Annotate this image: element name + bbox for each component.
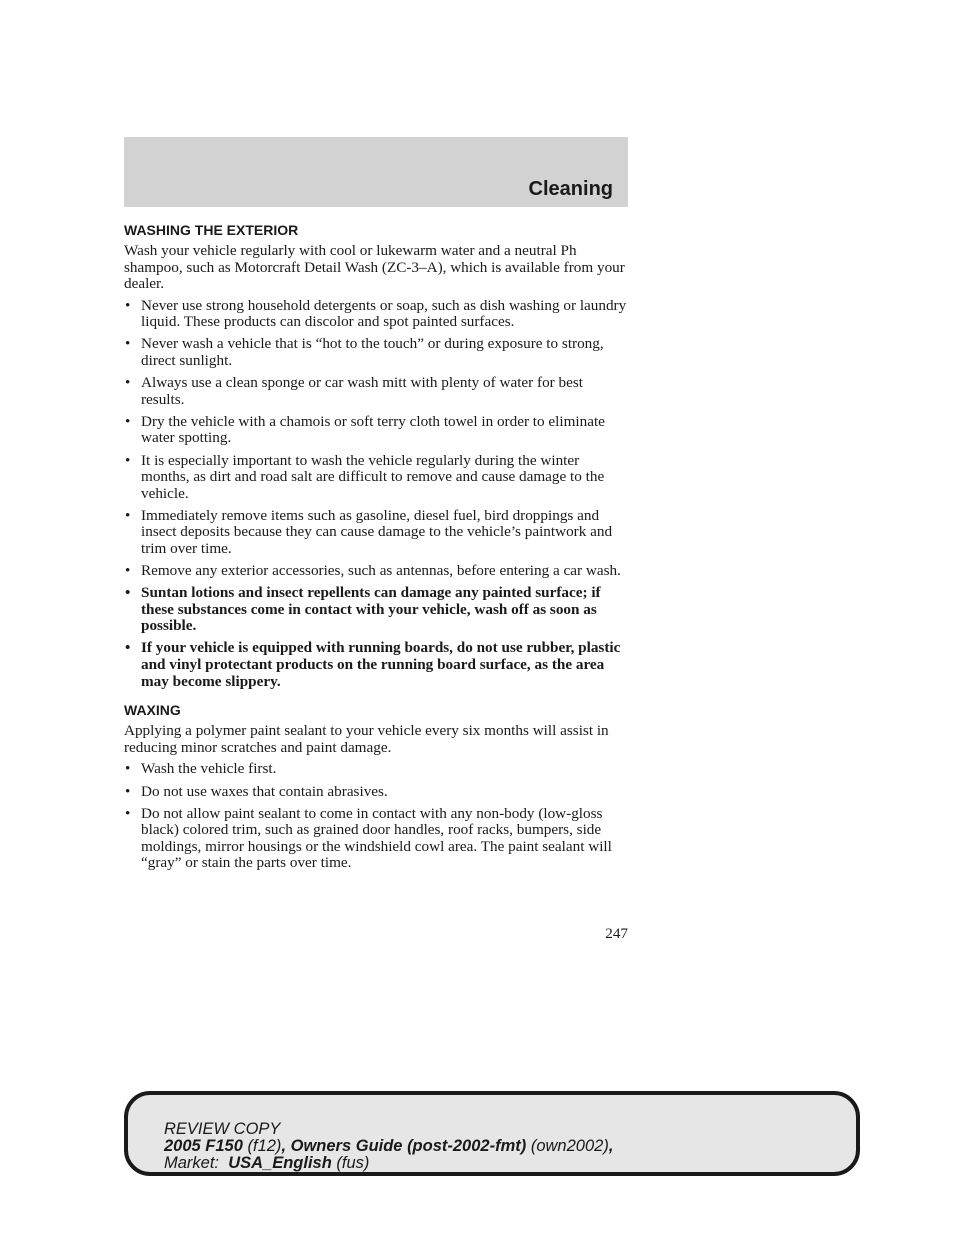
warning-list-item xyxy=(124,640,628,690)
list-item-text: Never use strong household detergents or soap, such as dish washing or laundry liquid. These products can discolor and spot painted surfaces. xyxy=(141,296,627,331)
footer-market-label: Market: xyxy=(164,1154,220,1172)
list-item xyxy=(124,375,628,408)
list-item xyxy=(124,563,628,580)
washing-bullet-list xyxy=(124,298,628,690)
footer-text xyxy=(164,1121,613,1172)
footer-model: 2005 F150 xyxy=(164,1137,243,1155)
list-item xyxy=(124,508,628,558)
footer-guide-code: (own2002) xyxy=(530,1137,609,1155)
list-item-text: Suntan lotions and insect repellents can damage any painted surface; if these substances come in contact with your vehicle, wash off as soon as possible. xyxy=(141,584,601,635)
list-item xyxy=(124,784,628,801)
list-item xyxy=(124,761,628,778)
waxing-heading: WAXING xyxy=(124,702,181,719)
waxing-bullet-list xyxy=(124,761,628,872)
list-item xyxy=(124,414,628,447)
bullet-icon: • xyxy=(125,335,131,353)
waxing-intro: Applying a polymer paint sealant to your vehicle every six months will assist in reducing minor scratches and paint damage. xyxy=(124,722,609,756)
list-item-text: Dry the vehicle with a chamois or soft terry cloth towel in order to eliminate water spotting. xyxy=(141,412,605,447)
bullet-icon: • xyxy=(125,296,131,314)
bullet-icon: • xyxy=(125,639,131,657)
bullet-icon: • xyxy=(125,804,131,822)
list-item-text: Remove any exterior accessories, such as antennas, before entering a car wash. xyxy=(141,562,621,580)
bullet-icon: • xyxy=(125,562,131,580)
section-header-band xyxy=(124,137,628,207)
footer-market-code: (fus) xyxy=(336,1154,370,1172)
footer-market-line xyxy=(164,1155,613,1172)
footer-guide: Owners Guide (post-2002-fmt) xyxy=(290,1137,527,1155)
list-item xyxy=(124,298,628,331)
list-item xyxy=(124,453,628,503)
list-item-text: Wash the vehicle first. xyxy=(141,760,277,778)
list-item xyxy=(124,806,628,872)
warning-list-item xyxy=(124,585,628,635)
bullet-icon: • xyxy=(125,782,131,800)
washing-heading: WASHING THE EXTERIOR xyxy=(124,222,299,238)
bullet-icon: • xyxy=(125,506,131,524)
section-title: Cleaning xyxy=(528,178,613,200)
review-copy-label: REVIEW COPY xyxy=(164,1120,281,1138)
footer-market: USA_English xyxy=(228,1154,332,1172)
bullet-icon: • xyxy=(125,412,131,430)
page-content xyxy=(124,219,628,878)
bullet-icon: • xyxy=(125,584,131,602)
bullet-icon: • xyxy=(125,451,131,469)
list-item-text: Do not allow paint sealant to come in contact with any non-body (low-gloss black) colored trim, such as grained door handles, roof racks, bumpers, side moldings, mirror housings or the windshield cowl area. The paint sealant will “gray” or stain the parts over time. xyxy=(141,804,612,872)
list-item-text: It is especially important to wash the vehicle regularly during the winter months, as dirt and road salt are difficult to remove and cause damage to the vehicle. xyxy=(141,451,605,502)
bullet-icon: • xyxy=(125,760,131,778)
bullet-icon: • xyxy=(125,374,131,392)
washing-intro: Wash your vehicle regularly with cool or lukewarm water and a neutral Ph shampoo, such as Motorcraft Detail Wash (ZC-3–A), which is available from your dealer. xyxy=(124,242,625,293)
list-item-text: Immediately remove items such as gasoline, diesel fuel, bird droppings and insect deposits because they can cause damage to the vehicle’s paintwork and trim over time. xyxy=(141,506,613,557)
footer-model-code: (f12) xyxy=(247,1137,282,1155)
footer-separator: , xyxy=(608,1137,614,1155)
list-item-text: If your vehicle is equipped with running boards, do not use rubber, plastic and vinyl protectant products on the running board surface, as the area may become slippery. xyxy=(141,639,621,690)
list-item-text: Never wash a vehicle that is “hot to the touch” or during exposure to strong, direct sunlight. xyxy=(141,335,604,370)
list-item-text: Always use a clean sponge or car wash mitt with plenty of water for best results. xyxy=(141,374,583,408)
footer-separator: , xyxy=(281,1137,287,1155)
footer-model-line xyxy=(164,1138,613,1155)
review-copy-footer xyxy=(124,1091,860,1176)
list-item-text: Do not use waxes that contain abrasives. xyxy=(141,782,388,800)
page-number: 247 xyxy=(605,925,628,942)
list-item xyxy=(124,336,628,369)
